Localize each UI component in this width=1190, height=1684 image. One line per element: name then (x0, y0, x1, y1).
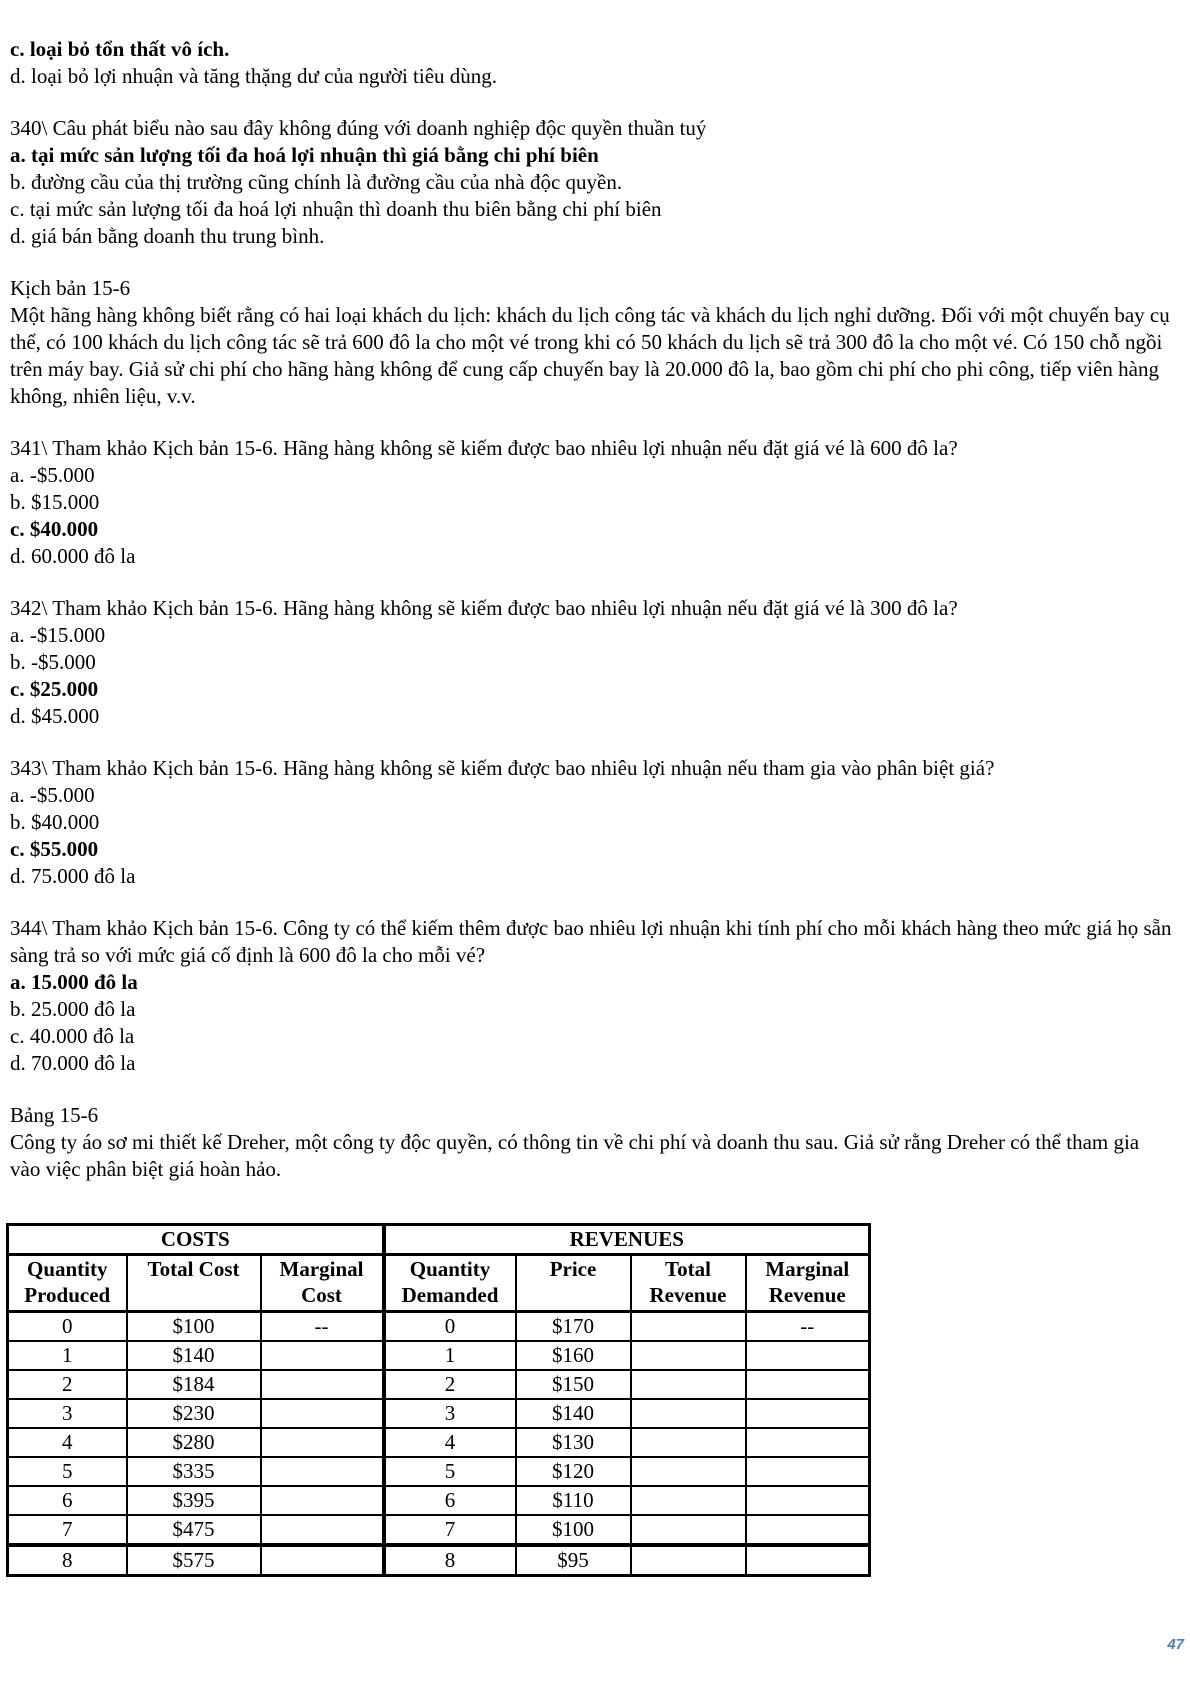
answer-option-a: a. -$5.000 (10, 463, 95, 487)
scenario-body: Một hãng hàng không biết rằng có hai loại khách du lịch: khách du lịch công tác và khách du lịch nghỉ dưỡng. Đối với một chuyến bay cụ thể, có 100 khách du lịch công tác sẽ trả 600 đô la cho một vé trong khi có 50 khách du lịch sẽ trả 300 đô la cho một vé. Có 150 chỗ ngồi trên máy bay. Giả sử chi phí cho hãng hàng không để cung cấp chuyến bay là 20.000 đô la, bao gồm chi phí cho phi công, tiếp viên hàng không, nhiên liệu, v.v. (10, 303, 1175, 408)
table-cell: $160 (516, 1341, 631, 1370)
table-cell: 6 (8, 1486, 127, 1515)
table-row (8, 1486, 870, 1515)
table-cell (631, 1457, 746, 1486)
col-header-quantity-produced: Quantity Produced (8, 1255, 127, 1312)
col-header-quantity-demanded: Quantity Demanded (384, 1255, 516, 1312)
table-row (8, 1457, 870, 1486)
table-cell (631, 1341, 746, 1370)
answer-option-b: b. -$5.000 (10, 650, 96, 674)
table-cell (746, 1545, 870, 1576)
table-cell: $140 (516, 1399, 631, 1428)
table-cell (631, 1545, 746, 1576)
table-cell (746, 1370, 870, 1399)
table-cell: 3 (8, 1399, 127, 1428)
table-cell: -- (746, 1312, 870, 1342)
question-text: 341\ Tham khảo Kịch bản 15-6. Hãng hàng không sẽ kiếm được bao nhiêu lợi nhuận nếu đặt giá vé là 600 đô la? (10, 436, 958, 460)
answer-option-a: a. -$5.000 (10, 783, 95, 807)
table-cell: $110 (516, 1486, 631, 1515)
table-row (8, 1341, 870, 1370)
table-row (8, 1428, 870, 1457)
answer-option-d: d. giá bán bằng doanh thu trung bình. (10, 224, 325, 248)
col-header-marginal-revenue: Marginal Revenue (746, 1255, 870, 1312)
table-cell: 5 (8, 1457, 127, 1486)
table-cell: 7 (8, 1515, 127, 1545)
table-cell (261, 1370, 384, 1399)
table-row (8, 1312, 870, 1342)
col-header-price: Price (516, 1255, 631, 1312)
table-cell: $184 (127, 1370, 261, 1399)
answer-option-c: c. $40.000 (10, 517, 99, 541)
question-text: 340\ Câu phát biểu nào sau đây không đúng với doanh nghiệp độc quyền thuần tuý (10, 116, 707, 140)
answer-option-d: d. 70.000 đô la (10, 1051, 136, 1075)
question-342 (10, 595, 1174, 730)
table-row (8, 1370, 870, 1399)
question-text: 344\ Tham khảo Kịch bản 15-6. Công ty có thể kiếm thêm được bao nhiêu lợi nhuận khi tính phí cho mỗi khách hàng theo mức giá họ sẵn sàng trả so với mức giá cố định là 600 đô la cho mỗi vé? (10, 916, 1177, 967)
table-intro-text: Công ty áo sơ mi thiết kế Dreher, một công ty độc quyền, có thông tin về chi phí và doanh thu sau. Giả sử rằng Dreher có thể tham gia vào việc phân biệt giá hoàn hảo. (10, 1130, 1145, 1181)
costs-group-header: COSTS (8, 1225, 384, 1255)
table-section-intro (10, 1102, 1174, 1183)
answer-option-d: d. $45.000 (10, 704, 100, 728)
table-cell: 0 (384, 1312, 516, 1342)
table-cell: 7 (384, 1515, 516, 1545)
table-cell: 1 (384, 1341, 516, 1370)
table-title: Bảng 15-6 (10, 1103, 99, 1127)
table-cell: $475 (127, 1515, 261, 1545)
table-cell: 2 (8, 1370, 127, 1399)
answer-option-c: c. $25.000 (10, 677, 99, 701)
question-343 (10, 755, 1174, 890)
table-cell (746, 1428, 870, 1457)
answer-option-c: c. loại bỏ tổn thất vô ích. (10, 37, 230, 61)
table-cell: -- (261, 1312, 384, 1342)
table-cell (631, 1312, 746, 1342)
table-cell (746, 1486, 870, 1515)
table-cell: $95 (516, 1545, 631, 1576)
table-cell: 8 (384, 1545, 516, 1576)
answer-option-d: d. loại bỏ lợi nhuận và tăng thặng dư của người tiêu dùng. (10, 64, 498, 88)
table-cell: $280 (127, 1428, 261, 1457)
table-cell: 0 (8, 1312, 127, 1342)
table-cell: $170 (516, 1312, 631, 1342)
answer-option-a: a. 15.000 đô la (10, 970, 138, 994)
table-cell (746, 1399, 870, 1428)
table-cell: 4 (384, 1428, 516, 1457)
col-header-marginal-cost: Marginal Cost (261, 1255, 384, 1312)
table-body (8, 1312, 870, 1576)
table-cell: $395 (127, 1486, 261, 1515)
answer-option-d: d. 60.000 đô la (10, 544, 136, 568)
table-group-header-row (8, 1225, 870, 1255)
answer-option-b: b. đường cầu của thị trường cũng chính là đường cầu của nhà độc quyền. (10, 170, 623, 194)
answer-option-c: c. 40.000 đô la (10, 1024, 135, 1048)
question-341 (10, 435, 1174, 570)
question-344 (10, 915, 1177, 1077)
question-340 (10, 115, 1174, 250)
revenues-group-header: REVENUES (384, 1225, 870, 1255)
table-cell (261, 1428, 384, 1457)
table-cell: 2 (384, 1370, 516, 1399)
question-text: 342\ Tham khảo Kịch bản 15-6. Hãng hàng không sẽ kiếm được bao nhiêu lợi nhuận nếu đặt giá vé là 300 đô la? (10, 596, 958, 620)
table-cell: 1 (8, 1341, 127, 1370)
table-cell: $100 (516, 1515, 631, 1545)
table-cell (631, 1399, 746, 1428)
table-cell: $130 (516, 1428, 631, 1457)
table-cell: 3 (384, 1399, 516, 1428)
page-number: 47 (1167, 1636, 1184, 1653)
table-cell (261, 1457, 384, 1486)
table-cell (746, 1341, 870, 1370)
table-cell (261, 1486, 384, 1515)
table-cell: 6 (384, 1486, 516, 1515)
table-cell (631, 1370, 746, 1399)
question-text: 343\ Tham khảo Kịch bản 15-6. Hãng hàng không sẽ kiếm được bao nhiêu lợi nhuận nếu tham gia vào phân biệt giá? (10, 756, 995, 780)
table-cell: $230 (127, 1399, 261, 1428)
table-cell (746, 1515, 870, 1545)
table-cell: $120 (516, 1457, 631, 1486)
table-cell (261, 1341, 384, 1370)
costs-revenues-table (6, 1223, 871, 1577)
answer-option-a: a. -$15.000 (10, 623, 106, 647)
table-cell (261, 1399, 384, 1428)
table-cell (261, 1545, 384, 1576)
table-cell: $335 (127, 1457, 261, 1486)
answer-option-b: b. $40.000 (10, 810, 100, 834)
scenario-title: Kịch bản 15-6 (10, 276, 131, 300)
table-cell: 4 (8, 1428, 127, 1457)
col-header-total-cost: Total Cost (127, 1255, 261, 1312)
table-cell (746, 1457, 870, 1486)
table-cell (261, 1515, 384, 1545)
table-cell: $100 (127, 1312, 261, 1342)
table-cell: $150 (516, 1370, 631, 1399)
document-page (10, 36, 1177, 1208)
table-cell: 8 (8, 1545, 127, 1576)
table-cell: 5 (384, 1457, 516, 1486)
table-row (8, 1545, 870, 1576)
table-cell (631, 1428, 746, 1457)
answer-option-a: a. tại mức sản lượng tối đa hoá lợi nhuận thì giá bằng chi phí biên (10, 143, 599, 167)
table-column-header-row (8, 1255, 870, 1312)
table-row (8, 1515, 870, 1545)
table-cell (631, 1486, 746, 1515)
answer-option-c: c. $55.000 (10, 837, 99, 861)
answer-option-c: c. tại mức sản lượng tối đa hoá lợi nhuận thì doanh thu biên bằng chi phí biên (10, 197, 662, 221)
scenario-15-6 (10, 275, 1174, 410)
answer-option-b: b. $15.000 (10, 490, 100, 514)
lead-answer-options (10, 36, 1174, 90)
table-row (8, 1399, 870, 1428)
col-header-total-revenue: Total Revenue (631, 1255, 746, 1312)
table-cell: $575 (127, 1545, 261, 1576)
table-cell (631, 1515, 746, 1545)
answer-option-d: d. 75.000 đô la (10, 864, 136, 888)
answer-option-b: b. 25.000 đô la (10, 997, 136, 1021)
table-cell: $140 (127, 1341, 261, 1370)
